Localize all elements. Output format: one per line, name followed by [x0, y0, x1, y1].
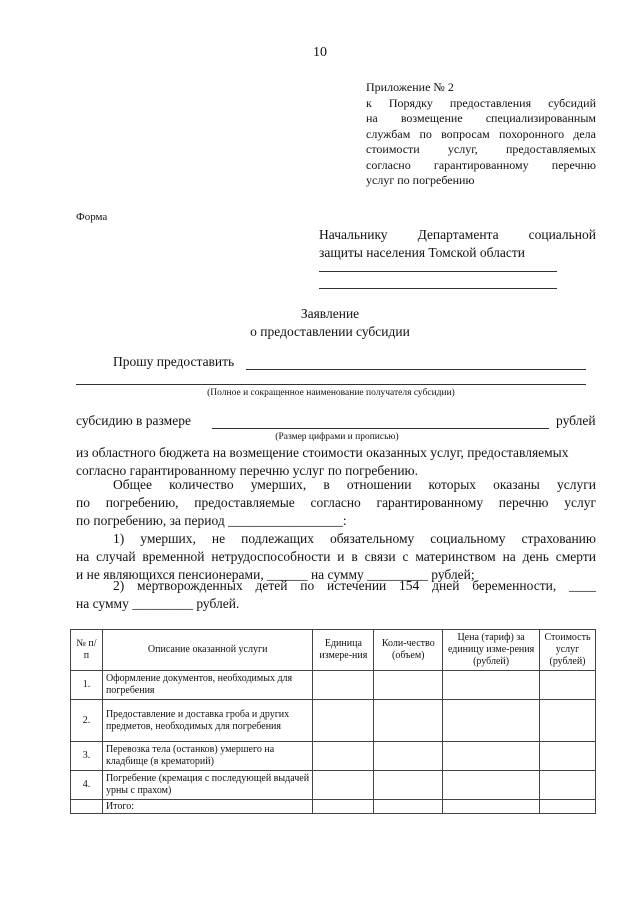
- row-number: [71, 800, 103, 814]
- row-quantity-cell[interactable]: [374, 671, 443, 700]
- row-quantity-cell[interactable]: [374, 742, 443, 771]
- row-number: 1.: [71, 671, 103, 700]
- item-line: 1) умерших, не подлежащих обязательному социальному страхованию: [113, 531, 596, 546]
- row-description: Предоставление и доставка гроба и других предметов, необходимых для погребения: [102, 700, 312, 742]
- row-description: Погребение (кремация с последующей выдачей урны с прахом): [102, 771, 312, 800]
- appendix-line: на возмещение специализированным: [366, 111, 596, 125]
- item-line: 2) мертворожденных детей по истечении 154 дней беременности, ____: [113, 578, 596, 593]
- appendix-header: [366, 80, 596, 189]
- row-cost-cell[interactable]: [539, 800, 595, 814]
- row-number: 3.: [71, 742, 103, 771]
- header-num: № п/п: [71, 630, 103, 671]
- addressee-line: Начальнику Департамента социальной: [319, 227, 596, 242]
- header-unit: Единица измере-ния: [313, 630, 374, 671]
- table-row: [71, 700, 596, 742]
- row-cost-cell[interactable]: [539, 700, 595, 742]
- row-price-cell[interactable]: [443, 671, 540, 700]
- recipient-name-field-2[interactable]: [76, 384, 586, 385]
- paragraph-line: Общее количество умерших, в отношении которых оказаны услуги: [113, 477, 596, 492]
- header-description: Описание оказанной услуги: [102, 630, 312, 671]
- subsidy-amount-field[interactable]: [212, 428, 549, 429]
- document-title: [0, 305, 640, 341]
- row-price-cell[interactable]: [443, 700, 540, 742]
- paragraph-line: по погребению, предоставляемые согласно гарантированному перечню услуг: [76, 495, 596, 510]
- item-line: и не являющихся пенсионерами, ______ на сумму _________ рублей;: [76, 567, 475, 582]
- purpose-line: из областного бюджета на возмещение стоимости оказанных услуг, предоставляемых: [76, 445, 569, 460]
- header-cost: Стоимость услуг (рублей): [539, 630, 595, 671]
- addressee-line: защиты населения Томской области: [319, 245, 526, 260]
- addressee-block: [319, 226, 596, 262]
- item-1: [76, 530, 596, 584]
- row-quantity-cell[interactable]: [374, 700, 443, 742]
- addressee-blank-line[interactable]: [319, 271, 557, 272]
- row-quantity-cell[interactable]: [374, 800, 443, 814]
- appendix-line: услуг по погребению: [366, 173, 475, 187]
- form-label: Форма: [76, 211, 108, 223]
- appendix-line: службам по вопросам похоронного дела: [366, 126, 596, 141]
- row-unit-cell[interactable]: [313, 671, 374, 700]
- row-unit-cell[interactable]: [313, 800, 374, 814]
- row-unit-cell[interactable]: [313, 742, 374, 771]
- row-quantity-cell[interactable]: [374, 771, 443, 800]
- appendix-line: стоимости услуг, предоставляемых: [366, 142, 596, 156]
- row-unit-cell[interactable]: [313, 700, 374, 742]
- row-unit-cell[interactable]: [313, 771, 374, 800]
- row-number: 4.: [71, 771, 103, 800]
- paragraph-count: [76, 476, 596, 530]
- table-row: [71, 742, 596, 771]
- row-cost-cell[interactable]: [539, 742, 595, 771]
- addressee-blank-line[interactable]: [319, 288, 557, 289]
- paragraph-line: по погребению, за период _________________:: [76, 513, 347, 528]
- table-header-row: [71, 630, 596, 671]
- total-label: Итого:: [102, 800, 312, 814]
- title-line: Заявление: [300, 306, 360, 321]
- services-table: [70, 629, 596, 814]
- appendix-title: Приложение № 2: [366, 80, 454, 94]
- recipient-note: (Полное и сокращенное наименование получателя субсидии): [207, 388, 455, 398]
- row-number: 2.: [71, 700, 103, 742]
- row-description: Оформление документов, необходимых для погребения: [102, 671, 312, 700]
- appendix-line: согласно гарантированному перечню: [366, 157, 596, 172]
- item-2: [76, 577, 596, 613]
- row-cost-cell[interactable]: [539, 671, 595, 700]
- appendix-line: к Порядку предоставления субсидий: [366, 95, 596, 110]
- row-description: Перевозка тела (останков) умершего на кладбище (в крематорий): [102, 742, 312, 771]
- row-price-cell[interactable]: [443, 800, 540, 814]
- amount-note: (Размер цифрами и прописью): [275, 432, 399, 442]
- item-line: на случай временной нетрудоспособности и в связи с материнством на день смерти: [76, 549, 596, 564]
- row-cost-cell[interactable]: [539, 771, 595, 800]
- purpose-line: согласно гарантированному перечню услуг по погребению.: [76, 463, 419, 478]
- request-label: Прошу предоставить: [113, 354, 235, 369]
- item-line: на сумму _________ рублей.: [76, 596, 240, 611]
- page-number: 10: [313, 45, 327, 60]
- recipient-name-field[interactable]: [246, 369, 586, 370]
- row-price-cell[interactable]: [443, 771, 540, 800]
- table-row: [71, 671, 596, 700]
- header-quantity: Коли-чество (объем): [374, 630, 443, 671]
- subsidy-label: субсидию в размере: [76, 413, 191, 428]
- row-price-cell[interactable]: [443, 742, 540, 771]
- table-total-row: [71, 800, 596, 814]
- title-line: о предоставлении субсидии: [250, 324, 410, 339]
- header-price: Цена (тариф) за единицу изме-рения (рублей): [443, 630, 540, 671]
- table-row: [71, 771, 596, 800]
- currency-label: рублей: [556, 413, 596, 428]
- purpose-text: [76, 444, 596, 480]
